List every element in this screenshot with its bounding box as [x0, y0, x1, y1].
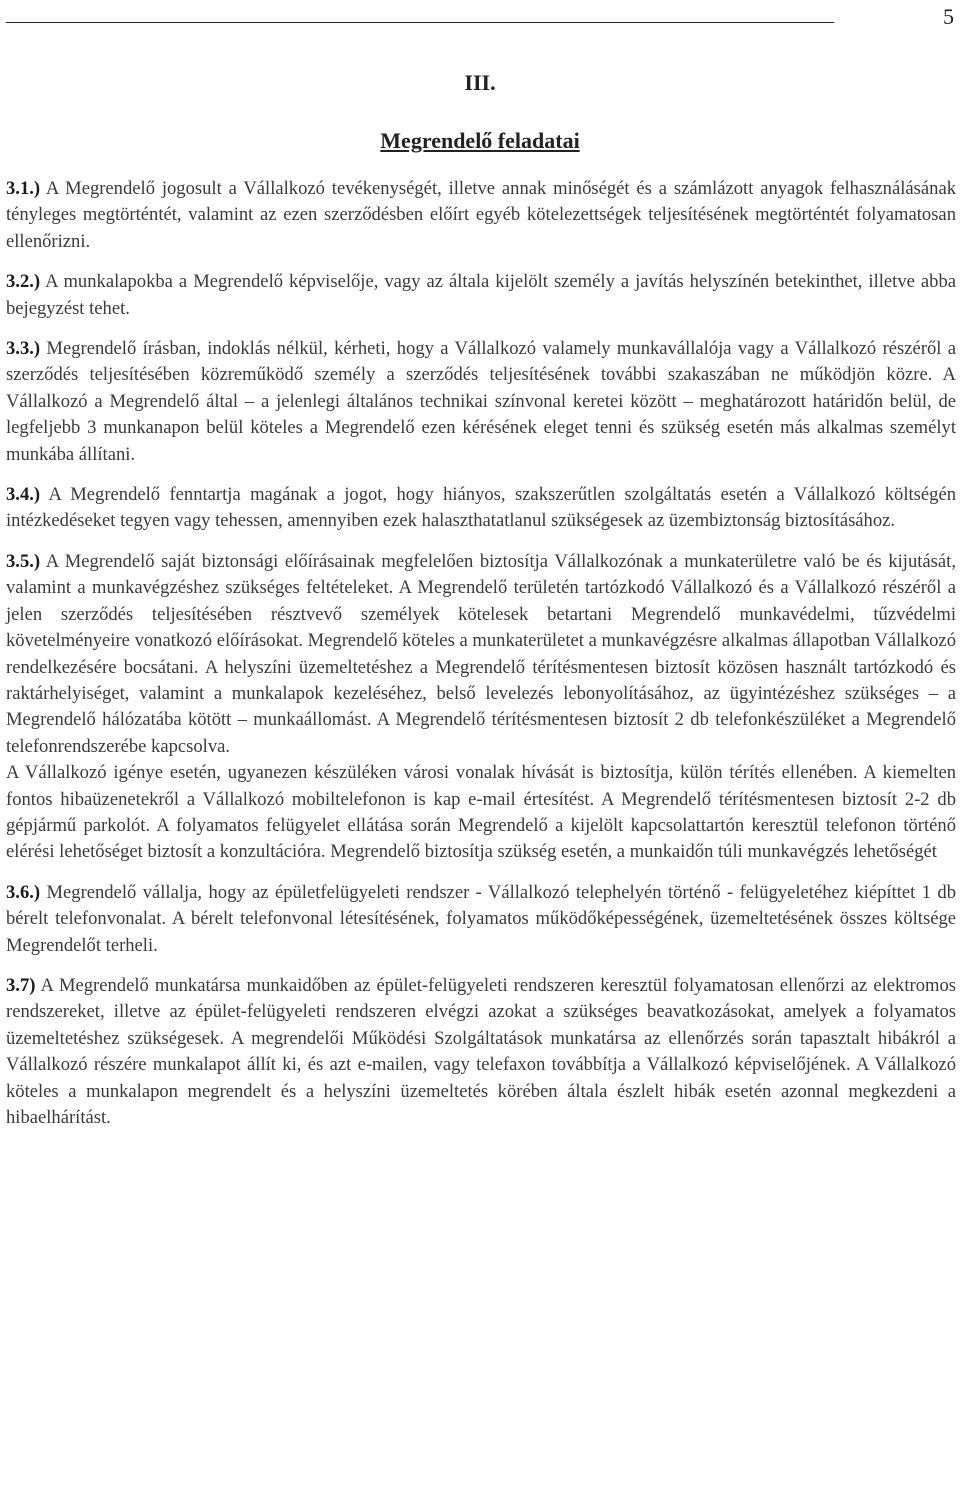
paragraph-text: A Megrendelő jogosult a Vállalkozó tevékenységét, illetve annak minőségét és a számlázott anyagok felhasználásának tényleges megtörténtét, valamint az ezen szerződésben előírt egyéb kötelezettségek teljesítésének megtörténtét folyamatosan ellenőrizni.: [6, 178, 956, 252]
paragraph-number: 3.6.): [6, 881, 41, 903]
paragraph-number: 3.5.): [6, 550, 41, 572]
paragraph-text: A Megrendelő saját biztonsági előírásainak megfelelően biztosítja Vállalkozónak a munkaterületre való be és kijutását, valamint a munkavégzéshez szükséges feltételeket. A Megrendelő területén tartózkodó Vállalkozó és a Vállalkozó részéről a jelen szerződés teljesítésében résztvevő személyek kötelesek betartani Megrendelő munkavédelmi, tűzvédelmi követelményeire vonatkozó előírásokat. Megrendelő köteles a munkaterületet a munkavégzésre alkalmas állapotban Vállalkozó rendelkezésére bocsátani. A helyszíni üzemeltetéshez a Megrendelő térítésmentesen biztosít közösen használt tartózkodó és raktárhelyiséget, valamint a munkalapok kezeléséhez, belső levelezés lebonyolításához, az ügyintézéshez szükséges – a Megrendelő hálózatába kötött – munkaállomást. A Megrendelő térítésmentesen biztosít 2 db telefonkészüléket a Megrendelő telefonrendszerébe kapcsolva.: [6, 550, 956, 757]
paragraph-3-4: [6, 482, 956, 535]
paragraph-number: 3.7): [6, 974, 36, 996]
paragraph-number: 3.2.): [6, 271, 41, 293]
paragraph-text: Megrendelő írásban, indoklás nélkül, kérheti, hogy a Vállalkozó valamely munkavállalója vagy a Vállalkozó részéről a szerződés teljesítésében közreműködő személy a szerződés teljesítésének további szakaszában ne működjön közre. A Vállalkozó a Megrendelő által – a jelenlegi általános technikai színvonal keretei között – meghatározott határidőn belül, de legfeljebb 3 munkanapon belül köteles a Megrendelő ezen kérésének eleget tenni és szükség esetén más alkalmas személyt munkába állítani.: [6, 338, 956, 465]
paragraph-3-5-continued: [6, 760, 956, 866]
paragraph-text: A Megrendelő munkatársa munkaidőben az épület-felügyeleti rendszeren keresztül folyamatosan ellenőrzi az elektromos rendszereket, illetve az épület-felügyeleti rendszeren elvégzi azokat a szükséges beavatkozásokat, amelyek a folyamatos üzemeltetéshez szükségesek. A megrendelői Működési Szolgáltatások munkatársa az ellenőrzés során tapasztalt hibákról a Vállalkozó részére munkalapot állít ki, és azt e-mailen, vagy telefaxon továbbítja a Vállalkozó képviselőjének. A Vállalkozó köteles a munkalapon megrendelt és a helyszíni üzemeltetés körében általa észlelt hibák esetén azonnal megkezdeni a hibaelhárítást.: [6, 974, 956, 1128]
paragraph-text: Megrendelő vállalja, hogy az épületfelügyeleti rendszer - Vállalkozó telephelyén történő - felügyeletéhez kiépíttet 1 db bérelt telefonvonalat. A bérelt telefonvonal létesítésének, folyamatos működőképességének, üzemeltetésének összes költsége Megrendelőt terheli.: [6, 881, 956, 956]
paragraph-3-5: [6, 549, 956, 760]
paragraph-text: A Vállalkozó igénye esetén, ugyanezen készüléken városi vonalak hívását is biztosítja, külön térítés ellenében. A kiemelten fontos hibaüzenetekről a Vállalkozó mobiltelefonon is kap e-mail értesítést. A Megrendelő térítésmentesen biztosít 2-2 db gépjármű parkolót. A folyamatos felügyelet ellátása során Megrendelő a kijelölt kapcsolattartón keresztül telefonon történő elérési lehetőséget biztosít a konzultációra. Megrendelő biztosítja szükség esetén, a munkaidőn túli munkavégzés lehetőségét: [6, 762, 956, 863]
paragraph-3-2: [6, 269, 956, 322]
paragraph-3-1: [6, 176, 956, 255]
header-rule: [6, 22, 834, 23]
page-number: 5: [943, 4, 954, 29]
paragraph-text: A Megrendelő fenntartja magának a jogot, hogy hiányos, szakszerűtlen szolgáltatás esetén a Vállalkozó költségén intézkedéseket tegyen vagy tehessen, amennyiben ezek halaszthatatlanul szükségesek az üzembiztonság biztosításához.: [6, 484, 956, 532]
paragraph-3-7: [6, 973, 956, 1131]
section-title: Megrendelő feladatai: [380, 128, 580, 153]
paragraph-number: 3.1.): [6, 178, 41, 199]
paragraph-3-6: [6, 880, 956, 959]
paragraph-number: 3.3.): [6, 338, 41, 360]
paragraph-text: A munkalapokba a Megrendelő képviselője, vagy az általa kijelölt személy a javítás helyszínén betekinthet, illetve abba bejegyzést tehet.: [6, 271, 956, 319]
paragraph-number: 3.4.): [6, 484, 41, 506]
chapter-heading: III.: [464, 70, 496, 95]
paragraph-3-3: [6, 336, 956, 468]
document-body: [6, 176, 956, 1145]
